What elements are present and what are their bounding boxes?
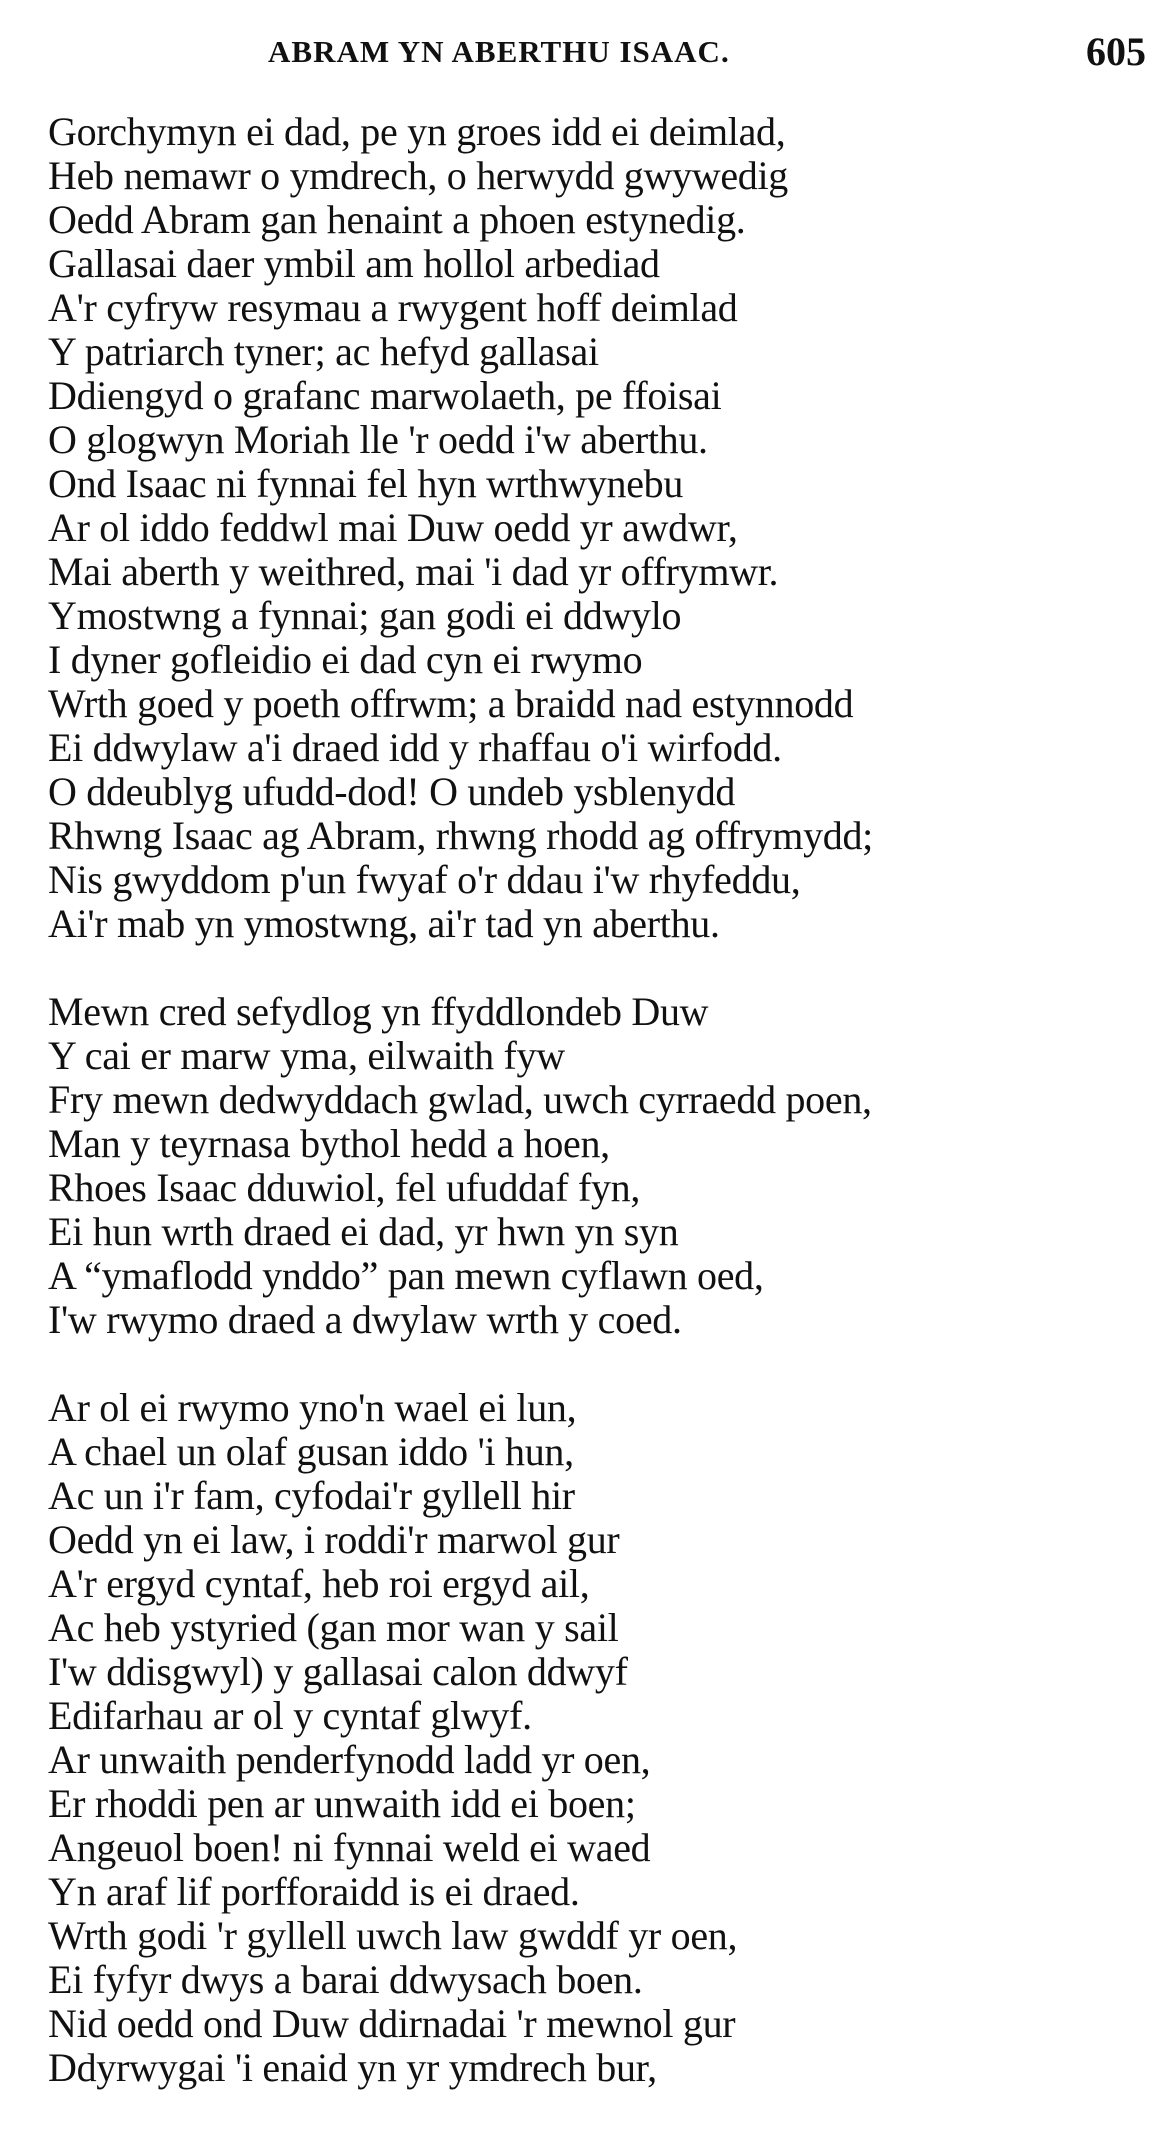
poem-line: Ddiengyd o grafanc marwolaeth, pe ffoisai bbox=[48, 373, 722, 418]
poem-line: Nid oedd ond Duw ddirnadai 'r mewnol gur bbox=[48, 2001, 736, 2046]
poem-line: Gallasai daer ymbil am hollol arbediad bbox=[48, 241, 660, 286]
poem-line: Ar ol iddo feddwl mai Duw oedd yr awdwr, bbox=[48, 505, 738, 550]
poem-line: I'w rwymo draed a dwylaw wrth y coed. bbox=[48, 1297, 682, 1342]
stanza bbox=[48, 1386, 1158, 2090]
poem-line: Ai'r mab yn ymostwng, ai'r tad yn aberthu. bbox=[48, 901, 720, 946]
poem-line: Oedd Abram gan henaint a phoen estynedig. bbox=[48, 197, 746, 242]
poem-text bbox=[48, 110, 1158, 2090]
poem-line: Wrth godi 'r gyllell uwch law gwddf yr oen, bbox=[48, 1913, 738, 1958]
poem-line: Ond Isaac ni fynnai fel hyn wrthwynebu bbox=[48, 461, 684, 506]
poem-line: Y patriarch tyner; ac hefyd gallasai bbox=[48, 329, 599, 374]
stanza bbox=[48, 990, 1158, 1342]
poem-line: Mewn cred sefydlog yn ffyddlondeb Duw bbox=[48, 989, 709, 1034]
poem-line: Gorchymyn ei dad, pe yn groes idd ei deimlad, bbox=[48, 109, 786, 154]
poem-line: Ei hun wrth draed ei dad, yr hwn yn syn bbox=[48, 1209, 679, 1254]
running-header bbox=[0, 28, 1174, 78]
poem-line: Ar ol ei rwymo yno'n wael ei lun, bbox=[48, 1385, 577, 1430]
poem-line: Ac heb ystyried (gan mor wan y sail bbox=[48, 1605, 619, 1650]
stanza bbox=[48, 110, 1158, 946]
poem-line: O glogwyn Moriah lle 'r oedd i'w aberthu. bbox=[48, 417, 708, 462]
poem-line: Ei fyfyr dwys a barai ddwysach boen. bbox=[48, 1957, 643, 2002]
poem-line: Rhwng Isaac ag Abram, rhwng rhodd ag offrymydd; bbox=[48, 813, 873, 858]
poem-line: Man y teyrnasa bythol hedd a hoen, bbox=[48, 1121, 610, 1166]
page-number: 605 bbox=[1086, 29, 1146, 74]
poem-line: I'w ddisgwyl) y gallasai calon ddwyf bbox=[48, 1649, 628, 1694]
poem-line: Wrth goed y poeth offrwm; a braidd nad estynnodd bbox=[48, 681, 854, 726]
poem-line: A'r ergyd cyntaf, heb roi ergyd ail, bbox=[48, 1561, 590, 1606]
poem-line: Er rhoddi pen ar unwaith idd ei boen; bbox=[48, 1781, 636, 1826]
poem-line: Oedd yn ei law, i roddi'r marwol gur bbox=[48, 1517, 620, 1562]
poem-line: Rhoes Isaac dduwiol, fel ufuddaf fyn, bbox=[48, 1165, 641, 1210]
poem-line: Ei ddwylaw a'i draed idd y rhaffau o'i wirfodd. bbox=[48, 725, 782, 770]
poem-line: A chael un olaf gusan iddo 'i hun, bbox=[48, 1429, 574, 1474]
poem-line: I dyner gofleidio ei dad cyn ei rwymo bbox=[48, 637, 643, 682]
poem-line: Ac un i'r fam, cyfodai'r gyllell hir bbox=[48, 1473, 575, 1518]
poem-line: Ddyrwygai 'i enaid yn yr ymdrech bur, bbox=[48, 2045, 657, 2090]
poem-line: Yn araf lif porfforaidd is ei draed. bbox=[48, 1869, 580, 1914]
poem-line: Ar unwaith penderfynodd ladd yr oen, bbox=[48, 1737, 651, 1782]
poem-line: Fry mewn dedwyddach gwlad, uwch cyrraedd poen, bbox=[48, 1077, 872, 1122]
poem-line: Mai aberth y weithred, mai 'i dad yr offrymwr. bbox=[48, 549, 779, 594]
poem-line: Ymostwng a fynnai; gan godi ei ddwylo bbox=[48, 593, 682, 638]
poem-line: Edifarhau ar ol y cyntaf glwyf. bbox=[48, 1693, 532, 1738]
poem-line: O ddeublyg ufudd-dod! O undeb ysblenydd bbox=[48, 769, 736, 814]
poem-line: Angeuol boen! ni fynnai weld ei waed bbox=[48, 1825, 651, 1870]
poem-line: A'r cyfryw resymau a rwygent hoff deimlad bbox=[48, 285, 738, 330]
poem-line: A “ymaflodd ynddo” pan mewn cyflawn oed, bbox=[48, 1253, 764, 1298]
poem-line: Heb nemawr o ymdrech, o herwydd gwywedig bbox=[48, 153, 789, 198]
running-title: ABRAM YN ABERTHU ISAAC. bbox=[268, 34, 730, 69]
poem-line: Y cai er marw yma, eilwaith fyw bbox=[48, 1033, 565, 1078]
poem-line: Nis gwyddom p'un fwyaf o'r ddau i'w rhyfeddu, bbox=[48, 857, 801, 902]
